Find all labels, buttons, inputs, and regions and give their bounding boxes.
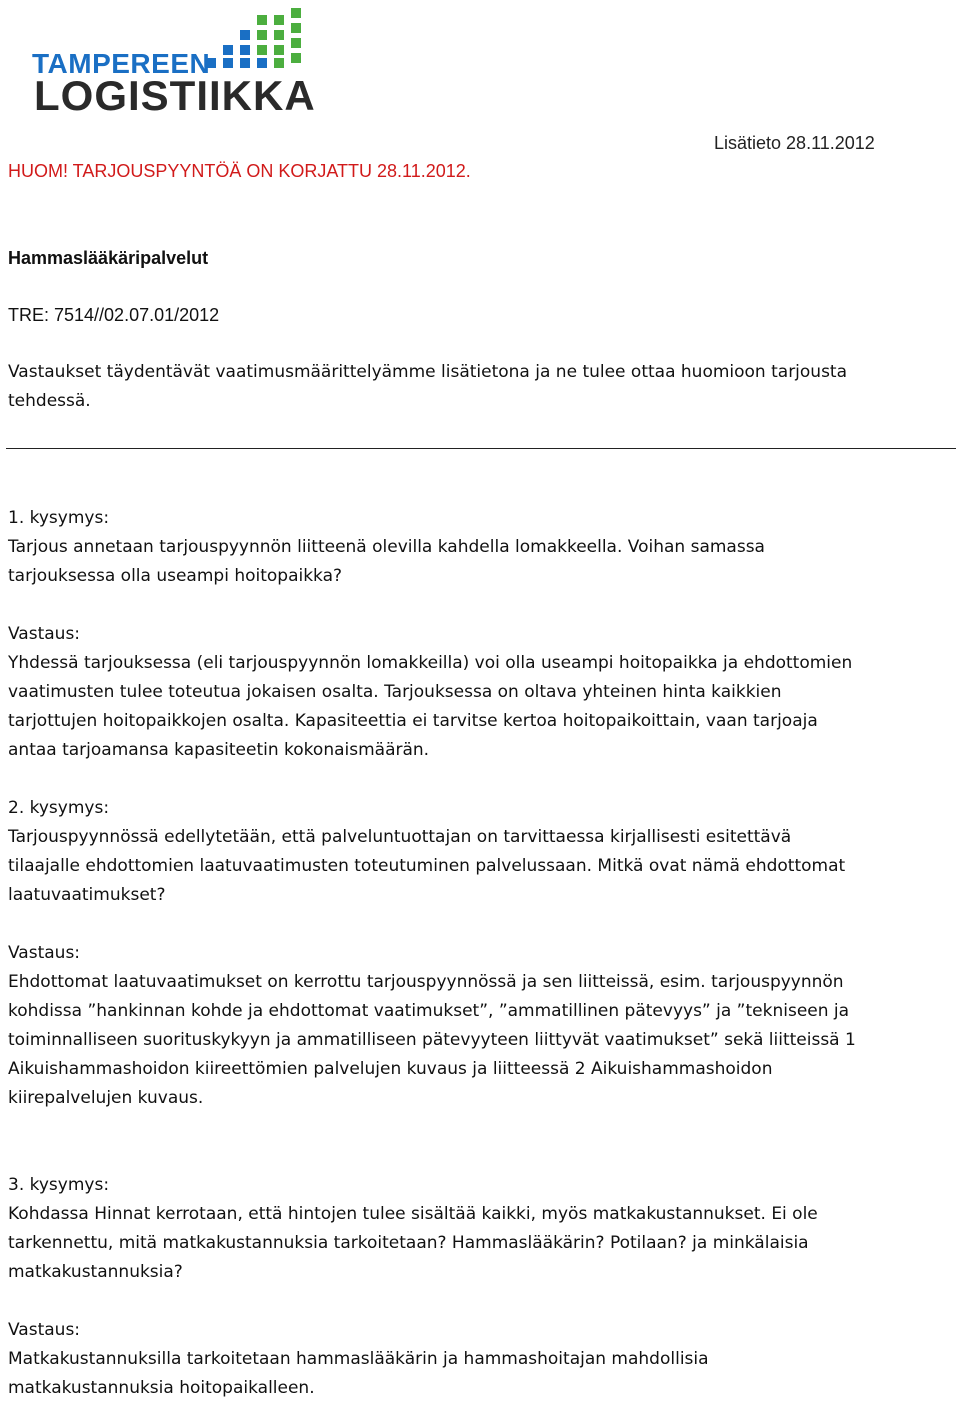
answer-label: Vastaus: bbox=[8, 1320, 81, 1340]
answer-line: tarjottujen hoitopaikkojen osalta. Kapasiteettia ei tarvitse kertoa hoitopaikoittain, vaan tarjoaja bbox=[8, 711, 818, 731]
intro-line: tehdessä. bbox=[8, 391, 91, 411]
date-label: Lisätieto 28.11.2012 bbox=[714, 133, 875, 153]
qa-item-2 bbox=[8, 794, 954, 1113]
question-line: Kohdassa Hinnat kerrotaan, että hintojen tulee sisältää kaikki, myös matkakustannukset. Ei ole bbox=[8, 1204, 818, 1224]
logo-text-bottom: LOGISTIIKKA bbox=[34, 72, 316, 119]
answer-line: matkakustannuksia hoitopaikalleen. bbox=[8, 1378, 315, 1398]
answer-label: Vastaus: bbox=[8, 943, 81, 963]
answer-line: Aikuishammashoidon kiireettömien palvelujen kuvaus ja liitteessä 2 Aikuishammashoidon bbox=[8, 1059, 773, 1079]
question-line: tarjouksessa olla useampi hoitopaikka? bbox=[8, 566, 343, 586]
document-title: Hammaslääkäripalvelut bbox=[8, 248, 209, 268]
reference-number: TRE: 7514//02.07.01/2012 bbox=[8, 305, 220, 325]
qa-item-3 bbox=[8, 1171, 954, 1403]
question-line: laatuvaatimukset? bbox=[8, 885, 166, 905]
answer-label: Vastaus: bbox=[8, 624, 81, 644]
correction-notice: HUOM! TARJOUSPYYNTÖÄ ON KORJATTU 28.11.2012. bbox=[8, 161, 471, 181]
question-label: 1. kysymys: bbox=[8, 508, 110, 528]
qa-section bbox=[8, 504, 954, 1403]
intro-line: Vastaukset täydentävät vaatimusmäärittelyämme lisätietona ja ne tulee ottaa huomioon tarjousta bbox=[8, 362, 848, 382]
question-line: Tarjouspyynnössä edellytetään, että palveluntuottajan on tarvittaessa kirjallisesti esitettävä bbox=[8, 827, 792, 847]
question-line: tarkennettu, mitä matkakustannuksia tarkoitetaan? Hammaslääkärin? Potilaan? ja minkälaisia bbox=[8, 1233, 809, 1253]
qa-item-1 bbox=[8, 504, 954, 765]
question-line: matkakustannuksia? bbox=[8, 1262, 183, 1282]
answer-line: vaatimusten tulee toteutua jokaisen osalta. Tarjouksessa on oltava yhteinen hinta kaikkien bbox=[8, 682, 782, 702]
answer-line: toiminnalliseen suorituskykyyn ja ammatilliseen pätevyyteen liittyvät vaatimukset” sekä liitteissä 1 bbox=[8, 1030, 856, 1050]
logo-text-top: TAMPEREEN bbox=[32, 48, 211, 79]
answer-line: Ehdottomat laatuvaatimukset on kerrottu tarjouspyynnössä ja sen liitteissä, esim. tarjouspyynnön bbox=[8, 972, 844, 992]
question-line: Tarjous annetaan tarjouspyynnön liitteenä olevilla kahdella lomakkeella. Voihan samassa bbox=[8, 537, 765, 557]
question-line: tilaajalle ehdottomien laatuvaatimusten toteutuminen palvelussaan. Mitkä ovat nämä ehdottomat bbox=[8, 856, 846, 876]
tampereen-logistiikka-logo bbox=[30, 8, 322, 119]
answer-line: kiirepalvelujen kuvaus. bbox=[8, 1088, 204, 1108]
question-label: 2. kysymys: bbox=[8, 798, 110, 818]
answer-line: antaa tarjoamansa kapasiteetin kokonaismäärän. bbox=[8, 740, 430, 760]
intro-paragraph bbox=[8, 358, 954, 416]
logo-grid-icon bbox=[206, 8, 306, 70]
answer-line: kohdissa ”hankinnan kohde ja ehdottomat vaatimukset”, ”ammatillinen pätevyys” ja ”tekniseen ja bbox=[8, 1001, 850, 1021]
answer-line: Matkakustannuksilla tarkoitetaan hammaslääkärin ja hammashoitajan mahdollisia bbox=[8, 1349, 709, 1369]
question-label: 3. kysymys: bbox=[8, 1175, 110, 1195]
divider bbox=[6, 448, 956, 449]
answer-line: Yhdessä tarjouksessa (eli tarjouspyynnön lomakkeilla) voi olla useampi hoitopaikka ja ehdottomien bbox=[8, 653, 853, 673]
